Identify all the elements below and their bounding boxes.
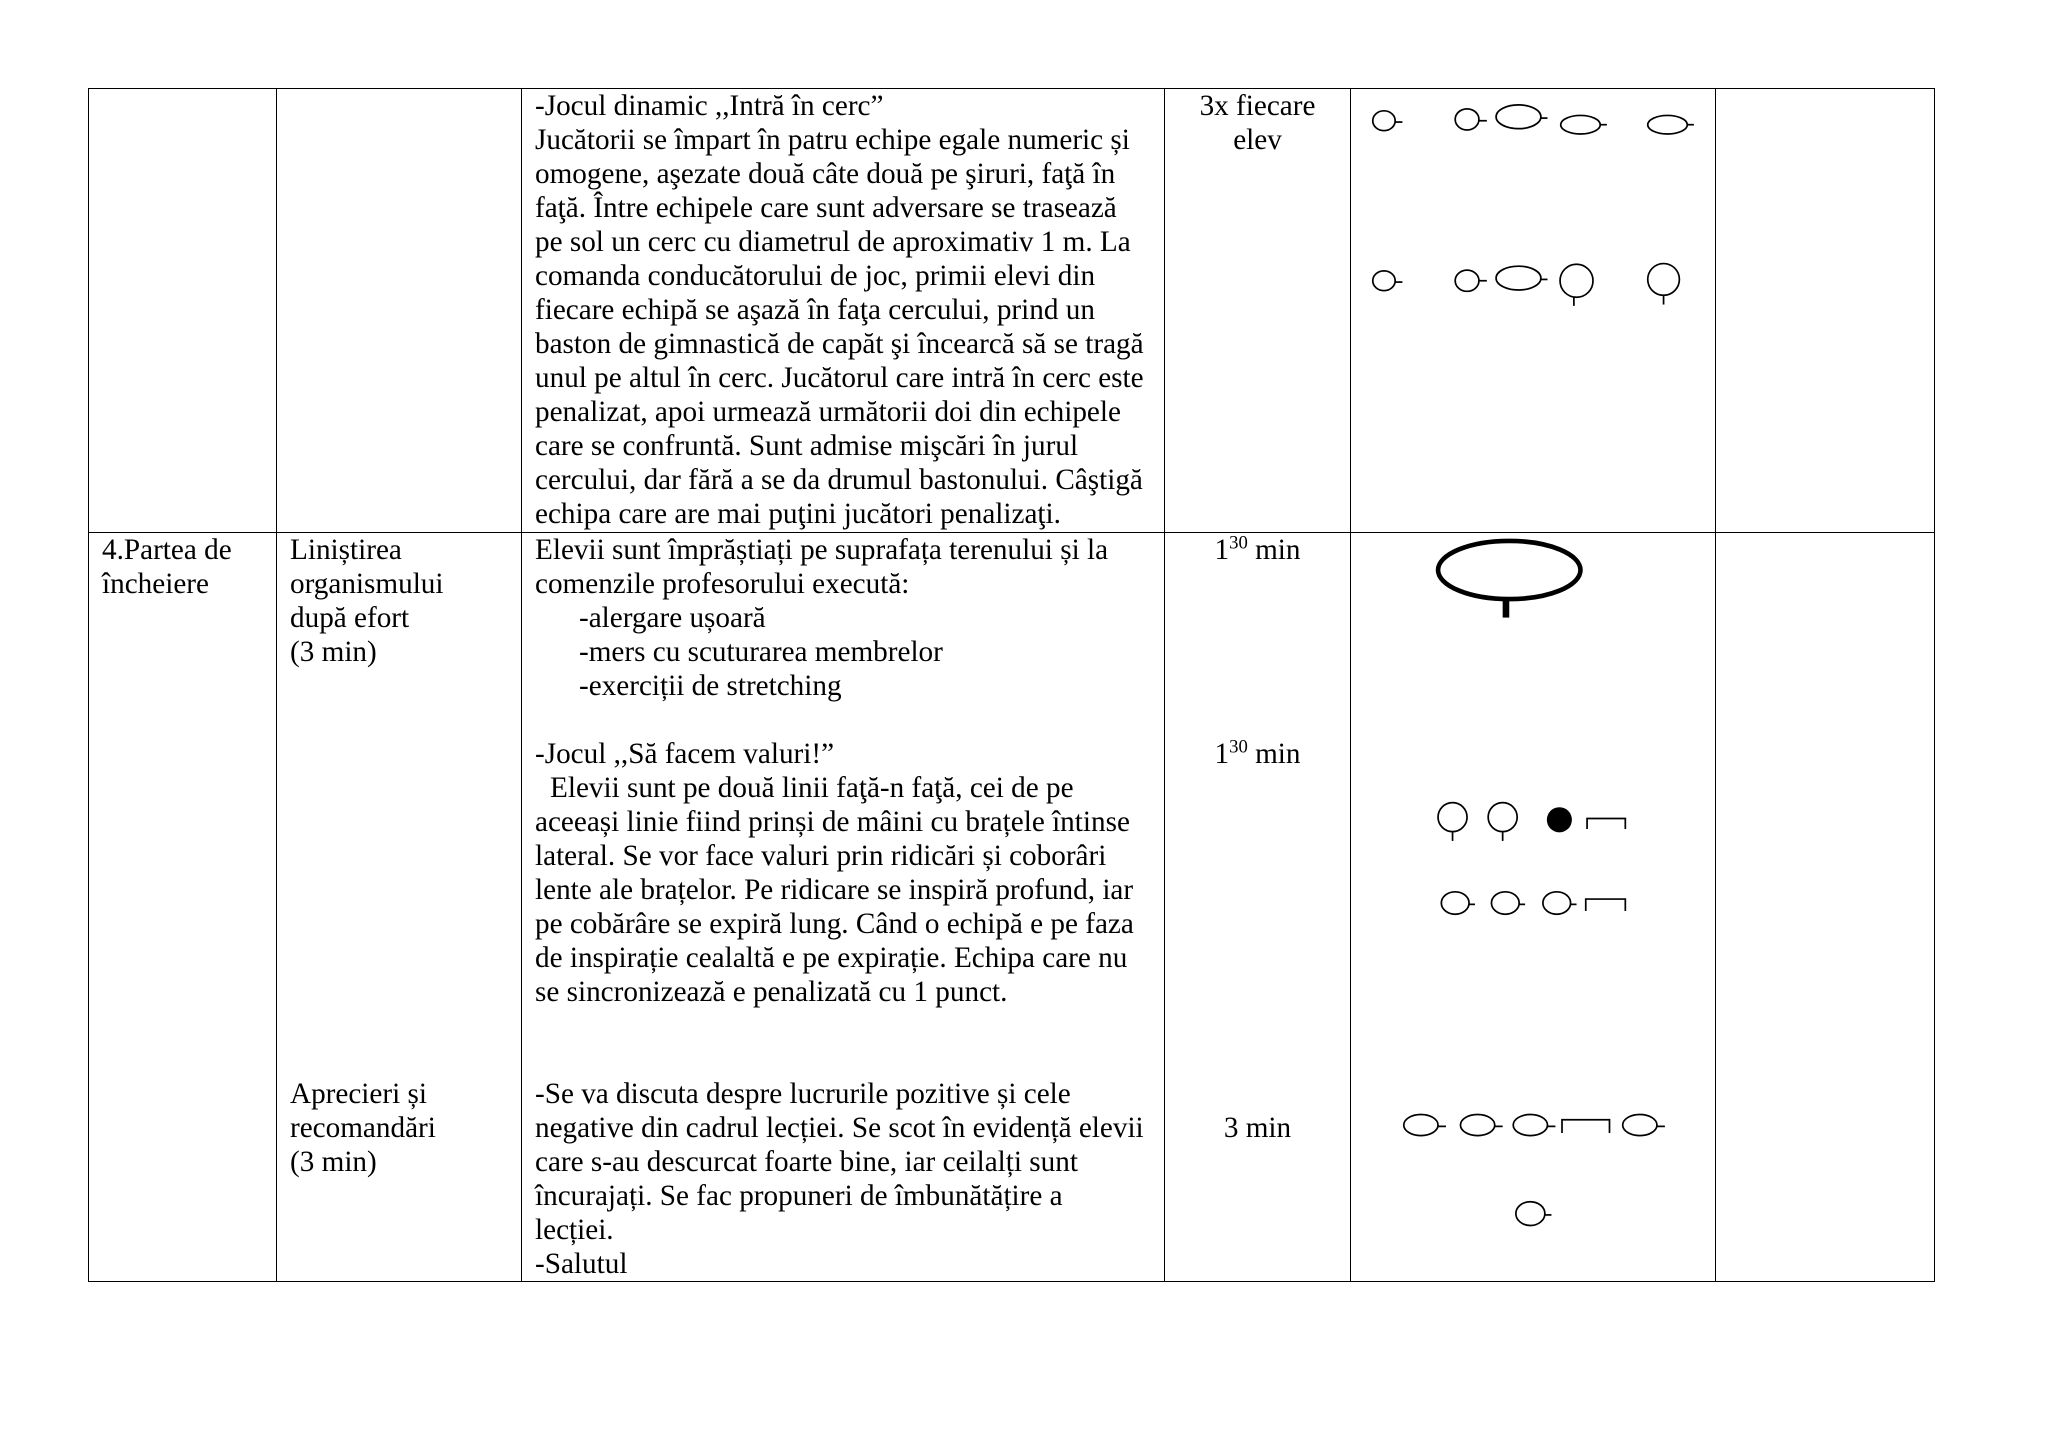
table-row <box>89 89 1935 533</box>
lesson-part-label: 4.Partea de <box>102 534 232 566</box>
observations-cell <box>1716 533 1935 1282</box>
content-line: încurajați. Se fac propuneri de îmbunătățire a <box>535 1180 1063 1212</box>
content-line: -Salutul <box>535 1248 628 1280</box>
content-line: lateral. Se vor face valuri prin ridicări și coborâri <box>535 840 1107 872</box>
content-line: fiecare echipă se aşază în faţa cercului, prind un <box>535 294 1095 326</box>
content-line: -Se va discuta despre lucrurile pozitive și cele <box>535 1078 1071 1110</box>
lesson-part-cell <box>89 89 277 533</box>
content-line: care se confruntă. Sunt admise mişcări în jurul <box>535 430 1079 462</box>
content-line: faţă. Între echipele care sunt adversare se trasează <box>535 192 1117 224</box>
content-line: lecției. <box>535 1214 614 1246</box>
content-line: echipa care are mai puţini jucători penalizaţi. <box>535 498 1061 530</box>
dosage-unit: min <box>1255 738 1301 770</box>
game-title: -Jocul dinamic ,,Intră în cerc” <box>535 90 884 122</box>
student-marker <box>1648 264 1680 305</box>
dosage-exponent: 30 <box>1229 736 1248 758</box>
bar-symbol <box>1562 1120 1609 1133</box>
scattered-group-formation <box>1438 541 1580 618</box>
lesson-part-label: încheiere <box>102 568 209 600</box>
team-row-top <box>1373 105 1694 134</box>
dosage-exponent: 30 <box>1229 532 1248 554</box>
blank-space <box>290 669 508 1077</box>
content-line: pe sol un cerc cu diametrul de aproximativ 1 m. La <box>535 226 1131 258</box>
activity-line: (3 min) <box>290 636 377 668</box>
formation-cell <box>1351 533 1716 1282</box>
formation-diagram-circle-game <box>1351 89 1715 532</box>
content-line: care s-au descurcat foarte bine, iar ceilalți sunt <box>535 1146 1078 1178</box>
dosage-value: 1 <box>1214 534 1230 566</box>
content-line: aceeași linie fiind prinși de mâini cu brațele întinse <box>535 806 1130 838</box>
content-line: pe cobărâre se expiră lung. Când o echipă e pe faza <box>535 908 1134 940</box>
activity-cell <box>277 533 522 1282</box>
dosage-cell <box>1165 89 1351 533</box>
activity-cell <box>277 89 522 533</box>
content-line: Elevii sunt pe două linii faţă-n faţă, cei de pe <box>550 772 1074 804</box>
student-marker <box>1488 803 1517 841</box>
content-line: comanda conducătorului de joc, primii elevi din <box>535 260 1096 292</box>
content-cell <box>522 89 1165 533</box>
group-direction-stem <box>1503 599 1510 618</box>
line-formation <box>1404 1114 1665 1225</box>
student-marker <box>1496 266 1547 290</box>
activity-line: recomandări <box>290 1112 436 1144</box>
two-lines-formation <box>1438 803 1625 915</box>
dosage-unit: min <box>1255 534 1301 566</box>
formation-cell <box>1351 89 1716 533</box>
content-line: omogene, aşezate două câte două pe şiruri, faţă în <box>535 158 1116 190</box>
activity-line: Aprecieri și <box>290 1078 427 1110</box>
table-row <box>89 533 1935 1282</box>
student-marker <box>1513 1114 1555 1135</box>
content-line: de inspirație cealaltă e pe expirație. Echipa care nu <box>535 942 1128 974</box>
dosage-line <box>1178 737 1337 771</box>
student-marker <box>1648 115 1694 134</box>
student-marker <box>1460 1114 1502 1135</box>
dosage-cell <box>1165 533 1351 1282</box>
observations-cell <box>1716 89 1935 533</box>
student-marker <box>1560 264 1593 306</box>
student-marker <box>1373 111 1403 131</box>
student-marker <box>1404 1114 1446 1135</box>
content-line: Jucătorii se împart în patru echipe egale numeric și <box>535 124 1130 156</box>
dosage-line: 3 min <box>1223 1112 1292 1144</box>
dosage-line: 3x fiecare <box>1199 90 1316 122</box>
blank-space <box>535 703 1151 737</box>
student-marker <box>1496 105 1547 129</box>
student-marker <box>1561 115 1607 134</box>
activity-line: Liniștirea <box>290 534 402 566</box>
lesson-part-cell <box>89 533 277 1282</box>
activity-line: după efort <box>290 602 410 634</box>
dosage-line <box>1178 533 1337 567</box>
student-marker <box>1455 109 1487 130</box>
content-line: Elevii sunt împrăștiați pe suprafața terenului și la <box>535 534 1109 566</box>
exercise-item: -alergare ușoară <box>579 602 766 634</box>
exercise-item: -mers cu scuturarea membrelor <box>579 636 943 668</box>
formation-diagrams-closing <box>1351 533 1715 1281</box>
dosage-value: 1 <box>1214 738 1230 770</box>
content-line: cercului, dar fără a se da drumul bastonului. Câştigă <box>535 464 1143 496</box>
content-line: negative din cadrul lecției. Se scot în evidență elevii <box>535 1112 1144 1144</box>
blank-space <box>1178 567 1337 737</box>
lesson-plan-table <box>88 88 1935 1282</box>
bar-symbol <box>1586 899 1626 911</box>
content-line: se sincronizează e penalizată cu 1 punct. <box>535 976 1008 1008</box>
blank-space <box>1178 771 1337 1111</box>
student-marker <box>1543 892 1577 914</box>
student-marker <box>1491 892 1525 914</box>
bar-symbol <box>1587 818 1625 829</box>
content-line: penalizat, apoi urmează următorii doi din echipele <box>535 396 1121 428</box>
team-row-bottom <box>1373 264 1680 306</box>
content-cell <box>522 533 1165 1282</box>
teacher-position-marker <box>1516 1202 1552 1226</box>
student-marker <box>1441 892 1475 914</box>
activity-line: (3 min) <box>290 1146 377 1178</box>
student-marker <box>1623 1114 1665 1135</box>
dosage-line: elev <box>1233 124 1282 156</box>
content-line: baston de gimnastică de capăt şi încearcă să se tragă <box>535 328 1144 360</box>
student-marker <box>1438 803 1467 841</box>
content-line: unul pe altul în cerc. Jucătorul care intră în cerc este <box>535 362 1144 394</box>
group-ellipse <box>1438 541 1580 599</box>
teacher-marker <box>1547 807 1572 832</box>
blank-space <box>535 1009 1151 1077</box>
activity-line: organismului <box>290 568 444 600</box>
exercise-item: -exerciții de stretching <box>579 670 842 702</box>
content-line: lente ale brațelor. Pe ridicare se inspiră profund, iar <box>535 874 1134 906</box>
student-marker <box>1455 270 1487 291</box>
student-marker <box>1373 271 1403 291</box>
game-title: -Jocul ,,Să facem valuri!” <box>535 738 835 770</box>
content-line: comenzile profesorului execută: <box>535 568 910 600</box>
